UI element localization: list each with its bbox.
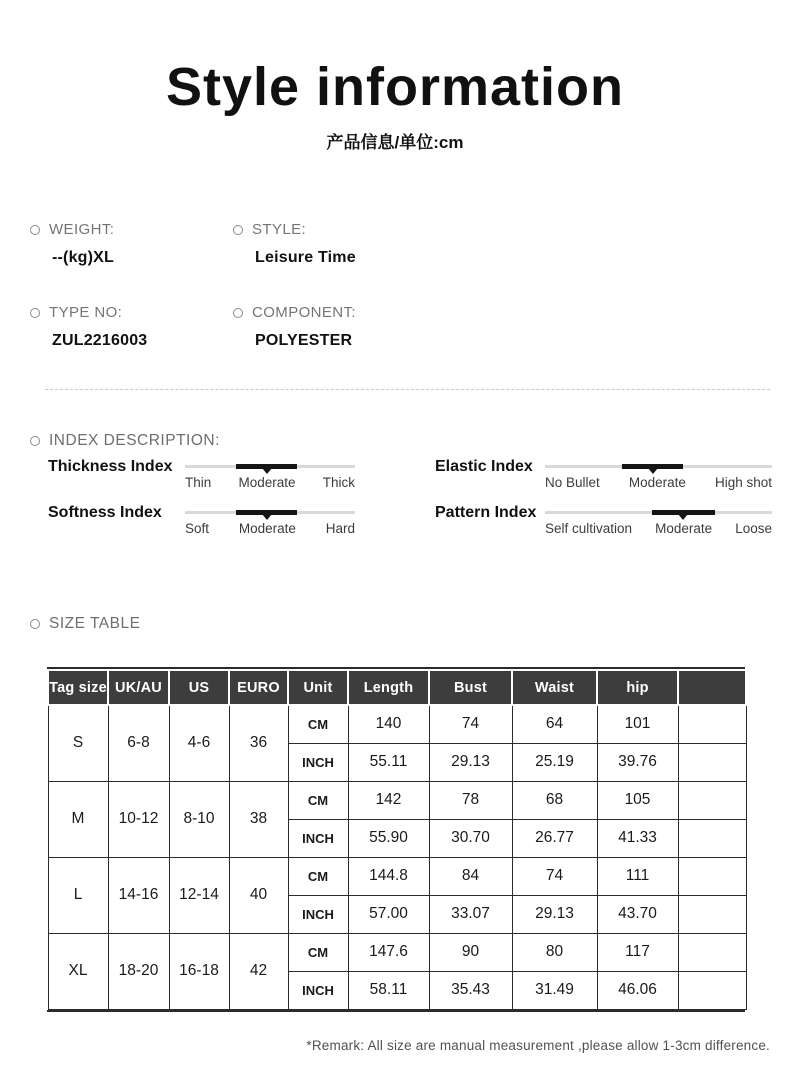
page-title: Style information <box>165 57 625 117</box>
cell-cm-value: 78 <box>429 781 512 819</box>
field-style-label: STYLE: <box>233 221 653 238</box>
scale-selected-segment <box>236 510 297 515</box>
field-style <box>233 221 653 267</box>
softness-index-scale <box>185 502 355 548</box>
cell-cm-value: 147.6 <box>348 933 429 971</box>
cell-cm-value: 84 <box>429 857 512 895</box>
cell-inch-value: 29.13 <box>512 895 597 933</box>
cell-empty <box>678 971 746 1009</box>
index-grid <box>48 456 790 548</box>
field-component <box>233 304 653 350</box>
table-row <box>48 705 746 743</box>
field-type-no <box>30 304 233 350</box>
scale-labels: No Bullet Moderate High shot <box>545 475 772 491</box>
field-weight-label: WEIGHT: <box>30 221 233 238</box>
cell-inch-value: 39.76 <box>597 743 678 781</box>
cell-unit-cm: CM <box>288 857 348 895</box>
header-row <box>48 670 746 705</box>
cell-us: 4-6 <box>169 705 229 781</box>
cell-uk-au: 10-12 <box>108 781 169 857</box>
scale-track <box>545 465 772 468</box>
size-table-heading: SIZE TABLE <box>30 615 790 633</box>
triangle-marker-icon <box>648 468 658 474</box>
table-row <box>48 781 746 819</box>
column-header-euro: EURO <box>229 670 288 705</box>
cell-cm-value: 74 <box>429 705 512 743</box>
cell-empty <box>678 857 746 895</box>
cell-cm-value: 90 <box>429 933 512 971</box>
column-header-hip: hip <box>597 670 678 705</box>
dashed-divider <box>45 389 770 390</box>
cell-us: 12-14 <box>169 857 229 933</box>
cell-cm-value: 80 <box>512 933 597 971</box>
column-header-length: Length <box>348 670 429 705</box>
bullet-circle-icon <box>30 436 40 446</box>
cell-euro: 40 <box>229 857 288 933</box>
scale-labels: Thin Moderate Thick <box>185 475 355 491</box>
index-description-heading: INDEX DESCRIPTION: <box>30 432 790 450</box>
spacer <box>355 502 435 548</box>
cell-inch-value: 30.70 <box>429 819 512 857</box>
cell-unit-inch: INCH <box>288 743 348 781</box>
bullet-circle-icon <box>30 619 40 629</box>
bullet-circle-icon <box>233 308 243 318</box>
column-header-unit: Unit <box>288 670 348 705</box>
cell-tag: L <box>48 857 108 933</box>
cell-cm-value: 144.8 <box>348 857 429 895</box>
size-table-header <box>48 670 746 705</box>
field-style-value: Leisure Time <box>255 249 356 267</box>
cell-uk-au: 6-8 <box>108 705 169 781</box>
cell-uk-au: 14-16 <box>108 857 169 933</box>
cell-tag: XL <box>48 933 108 1009</box>
elastic-index-scale <box>545 456 772 502</box>
column-header-us: US <box>169 670 229 705</box>
pattern-index-label: Pattern Index <box>435 504 537 522</box>
scale-track <box>545 511 772 514</box>
cell-inch-value: 43.70 <box>597 895 678 933</box>
field-type-no-value: ZUL2216003 <box>52 332 148 350</box>
cell-empty <box>678 705 746 743</box>
bullet-circle-icon <box>30 225 40 235</box>
field-weight <box>30 221 233 267</box>
cell-unit-inch: INCH <box>288 819 348 857</box>
cell-unit-cm: CM <box>288 705 348 743</box>
field-component-value: POLYESTER <box>255 332 353 350</box>
bullet-circle-icon <box>233 225 243 235</box>
column-header-empty <box>678 670 746 705</box>
column-header-waist: Waist <box>512 670 597 705</box>
cell-cm-value: 74 <box>512 857 597 895</box>
field-component-label: COMPONENT: <box>233 304 653 321</box>
cell-inch-value: 55.90 <box>348 819 429 857</box>
scale-selected-segment <box>652 510 716 515</box>
column-header-tag-size: Tag size <box>48 670 108 705</box>
elastic-index-label: Elastic Index <box>435 458 533 476</box>
scale-track <box>185 465 355 468</box>
triangle-marker-icon <box>262 514 272 520</box>
cell-empty <box>678 781 746 819</box>
cell-inch-value: 26.77 <box>512 819 597 857</box>
cell-us: 8-10 <box>169 781 229 857</box>
cell-euro: 38 <box>229 781 288 857</box>
scale-labels: Soft Moderate Hard <box>185 521 355 537</box>
cell-inch-value: 31.49 <box>512 971 597 1009</box>
scale-selected-segment <box>236 464 297 469</box>
cell-empty <box>678 743 746 781</box>
page-subtitle: 产品信息/单位:cm <box>326 133 464 153</box>
cell-euro: 42 <box>229 933 288 1009</box>
cell-cm-value: 117 <box>597 933 678 971</box>
field-weight-value: --(kg)XL <box>52 249 115 267</box>
cell-empty <box>678 819 746 857</box>
remark-note: *Remark: All size are manual measurement ,please allow 1-3cm difference. <box>306 1037 770 1053</box>
cell-cm-value: 111 <box>597 857 678 895</box>
bullet-circle-icon <box>30 308 40 318</box>
cell-unit-cm: CM <box>288 933 348 971</box>
cell-us: 16-18 <box>169 933 229 1009</box>
field-type-no-label: TYPE NO: <box>30 304 233 321</box>
cell-inch-value: 35.43 <box>429 971 512 1009</box>
cell-euro: 36 <box>229 705 288 781</box>
product-fields <box>30 221 790 350</box>
cell-cm-value: 140 <box>348 705 429 743</box>
triangle-marker-icon <box>262 468 272 474</box>
softness-index-label: Softness Index <box>48 504 162 522</box>
thickness-index-scale <box>185 456 355 502</box>
size-table-wrapper <box>47 667 745 1012</box>
cell-unit-cm: CM <box>288 781 348 819</box>
scale-selected-segment <box>622 464 683 469</box>
cell-inch-value: 46.06 <box>597 971 678 1009</box>
cell-inch-value: 41.33 <box>597 819 678 857</box>
triangle-marker-icon <box>678 514 688 520</box>
cell-inch-value: 25.19 <box>512 743 597 781</box>
column-header-uk-au: UK/AU <box>108 670 169 705</box>
pattern-index-scale <box>545 502 772 548</box>
cell-tag: S <box>48 705 108 781</box>
cell-inch-value: 58.11 <box>348 971 429 1009</box>
thickness-index-label: Thickness Index <box>48 458 173 476</box>
size-table-body <box>48 705 746 1009</box>
cell-unit-inch: INCH <box>288 895 348 933</box>
cell-inch-value: 29.13 <box>429 743 512 781</box>
scale-track <box>185 511 355 514</box>
cell-empty <box>678 895 746 933</box>
cell-uk-au: 18-20 <box>108 933 169 1009</box>
cell-cm-value: 101 <box>597 705 678 743</box>
cell-tag: M <box>48 781 108 857</box>
cell-inch-value: 33.07 <box>429 895 512 933</box>
size-table <box>47 669 747 1010</box>
cell-cm-value: 142 <box>348 781 429 819</box>
cell-inch-value: 55.11 <box>348 743 429 781</box>
cell-cm-value: 105 <box>597 781 678 819</box>
scale-labels: Self cultivation Moderate Loose <box>545 521 772 537</box>
cell-empty <box>678 933 746 971</box>
cell-inch-value: 57.00 <box>348 895 429 933</box>
table-row <box>48 857 746 895</box>
spacer <box>355 456 435 502</box>
table-row <box>48 933 746 971</box>
cell-unit-inch: INCH <box>288 971 348 1009</box>
column-header-bust: Bust <box>429 670 512 705</box>
cell-cm-value: 64 <box>512 705 597 743</box>
cell-cm-value: 68 <box>512 781 597 819</box>
